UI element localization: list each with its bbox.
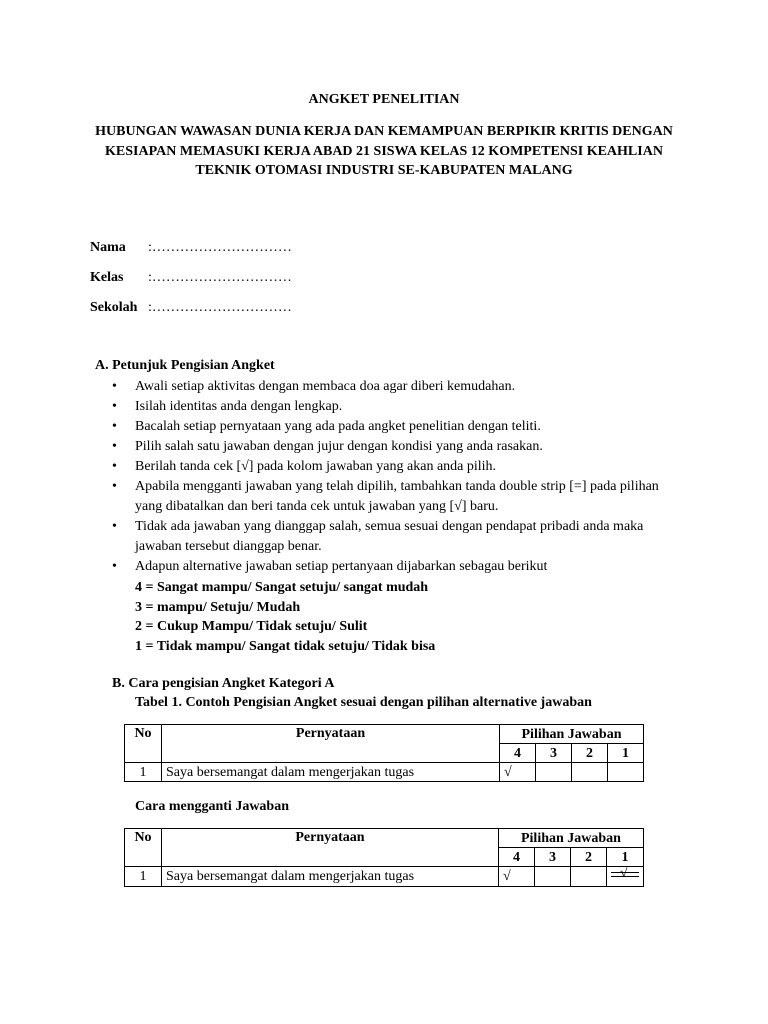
document-title: ANGKET PENELITIAN bbox=[308, 92, 460, 107]
answer-cell-2[interactable] bbox=[572, 763, 608, 782]
header-no: No bbox=[125, 725, 162, 763]
instruction-list bbox=[108, 377, 668, 577]
header-option-2: 2 bbox=[570, 848, 606, 867]
section-b-heading: B. Cara pengisian Angket Kategori A bbox=[112, 676, 335, 691]
instruction-item: • Tidak ada jawaban yang dianggap salah, semua sesuai dengan pendapat pribadi anda maka jawaban tersebut dianggap benar. bbox=[108, 517, 668, 557]
header-choices: Pilihan Jawaban bbox=[498, 829, 643, 848]
answer-cell-4[interactable]: √ bbox=[498, 867, 534, 887]
instruction-item: • Apabila mengganti jawaban yang telah dipilih, tambahkan tanda double strip [=] pada pilihan yang dibatalkan dan beri tanda cek untuk jawaban yang [√] baru. bbox=[108, 477, 668, 517]
answer-cell-1[interactable] bbox=[606, 867, 643, 887]
row-no: 1 bbox=[125, 867, 162, 887]
instruction-item: • Isilah identitas anda dengan lengkap. bbox=[108, 397, 668, 417]
table1-caption: Tabel 1. Contoh Pengisian Angket sesuai dengan pilihan alternative jawaban bbox=[135, 695, 592, 710]
school-label: Sekolah bbox=[90, 300, 138, 315]
cancelled-check-mark: √ bbox=[611, 867, 639, 881]
header-option-2: 2 bbox=[572, 744, 608, 763]
section-a-heading: A. Petunjuk Pengisian Angket bbox=[95, 358, 275, 373]
table-row bbox=[125, 867, 644, 887]
scale-item-1: 1 = Tidak mampu/ Sangat tidak setuju/ Tidak bisa bbox=[135, 638, 436, 654]
header-statement: Pernyataan bbox=[162, 725, 500, 763]
instruction-item: • Berilah tanda cek [√] pada kolom jawaban yang akan anda pilih. bbox=[108, 457, 668, 477]
header-statement: Pernyataan bbox=[162, 829, 499, 867]
answer-cell-3[interactable] bbox=[536, 763, 572, 782]
instruction-item: • Adapun alternative jawaban setiap pertanyaan dijabarkan sebagau berikut bbox=[108, 557, 668, 577]
change-answer-table bbox=[124, 828, 644, 887]
scale-item-2: 2 = Cukup Mampu/ Tidak setuju/ Sulit bbox=[135, 619, 368, 634]
answer-cell-4[interactable]: √ bbox=[500, 763, 536, 782]
answer-cell-2[interactable] bbox=[570, 867, 606, 887]
header-choices: Pilihan Jawaban bbox=[500, 725, 644, 744]
header-option-4: 4 bbox=[500, 744, 536, 763]
table-row bbox=[125, 763, 644, 782]
name-label: Nama bbox=[90, 240, 126, 255]
header-no: No bbox=[125, 829, 162, 867]
document-subtitle: HUBUNGAN WAWASAN DUNIA KERJA DAN KEMAMPUAN BERPIKIR KRITIS DENGAN KESIAPAN MEMASUKI KERJA ABAD 21 SISWA KELAS 12 KOMPETENSI KEAHLIAN TEKNIK OTOMASI INDUSTRI SE-KABUPATEN MALANG bbox=[95, 124, 673, 178]
name-field[interactable]: :………………………… bbox=[148, 240, 292, 255]
identity-class-row bbox=[90, 270, 292, 286]
identity-school-row bbox=[90, 300, 292, 316]
change-answer-caption: Cara mengganti Jawaban bbox=[135, 799, 290, 814]
scale-item-4: 4 = Sangat mampu/ Sangat setuju/ sangat mudah bbox=[135, 580, 429, 595]
identity-name-row bbox=[90, 240, 292, 256]
instruction-item: • Pilih salah satu jawaban dengan jujur dengan kondisi yang anda rasakan. bbox=[108, 437, 668, 457]
scale-item-3: 3 = mampu/ Setuju/ Mudah bbox=[135, 599, 301, 615]
school-field[interactable]: :………………………… bbox=[148, 300, 292, 315]
instruction-item: • Awali setiap aktivitas dengan membaca doa agar diberi kemudahan. bbox=[108, 377, 668, 397]
header-option-1: 1 bbox=[608, 744, 644, 763]
row-no: 1 bbox=[125, 763, 162, 782]
answer-scale bbox=[135, 578, 435, 656]
header-option-1: 1 bbox=[606, 848, 643, 867]
class-label: Kelas bbox=[90, 270, 124, 285]
answer-cell-3[interactable] bbox=[534, 867, 570, 887]
example-answer-table bbox=[124, 724, 644, 782]
row-statement: Saya bersemangat dalam mengerjakan tugas bbox=[162, 763, 500, 782]
class-field[interactable]: :………………………… bbox=[148, 270, 292, 285]
header-option-3: 3 bbox=[534, 848, 570, 867]
instruction-item: • Bacalah setiap pernyataan yang ada pada angket penelitian dengan teliti. bbox=[108, 417, 668, 437]
answer-cell-1[interactable] bbox=[608, 763, 644, 782]
row-statement: Saya bersemangat dalam mengerjakan tugas bbox=[162, 867, 499, 887]
header-option-4: 4 bbox=[498, 848, 534, 867]
header-option-3: 3 bbox=[536, 744, 572, 763]
